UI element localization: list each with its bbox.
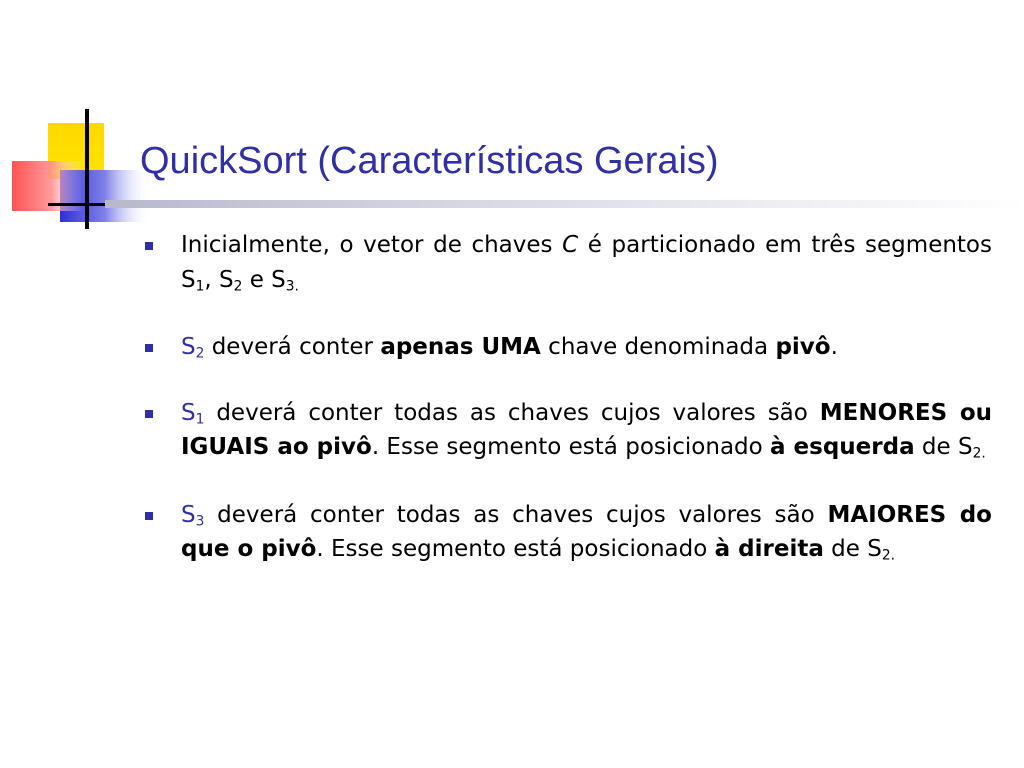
bullet-text-segment: 1 <box>195 410 205 427</box>
bullet-square-icon <box>145 512 153 520</box>
bullet-text-segment: 3. <box>285 277 299 294</box>
bullet-square-icon <box>145 344 153 352</box>
bullet-list <box>140 228 992 567</box>
bullet-text-segment: deverá conter <box>204 334 381 360</box>
title-divider <box>105 200 1024 208</box>
bullet-square-icon <box>145 242 153 250</box>
bullet-text-segment: . Esse segmento está posicionado <box>371 434 771 460</box>
bullet-text-segment: à esquerda <box>770 434 915 460</box>
slide-title: QuickSort (Características Gerais) <box>140 140 719 182</box>
bullet-text-segment: S <box>181 399 196 426</box>
bullet-item <box>140 396 992 465</box>
bullet-text-segment: 2. <box>972 445 986 462</box>
bullet-text-segment: e S <box>242 266 286 293</box>
bullet-text-segment: apenas UMA <box>380 334 541 360</box>
bullet-text-segment: de S <box>823 536 882 562</box>
bullet-text-segment: à direita <box>714 536 824 562</box>
bullet-text-segment: C <box>562 232 579 258</box>
slide-logo-decoration <box>0 105 150 235</box>
bullet-text-segment: deverá conter todas as chaves cujos valores são <box>204 399 820 426</box>
bullet-text-segment: deverá conter todas as chaves cujos valores são <box>204 501 828 528</box>
bullet-text-segment: é particionado em três segmentos S <box>181 232 992 293</box>
bullet-text-segment: . Esse segmento está posicionado <box>316 536 715 562</box>
bullet-text-segment: MENORES ou IGUAIS ao pivô <box>181 399 992 460</box>
bullet-text-segment: de S <box>914 434 973 460</box>
bullet-item <box>140 228 992 297</box>
bullet-text-segment: S <box>181 501 196 528</box>
bullet-text-segment: , S <box>204 266 234 293</box>
bullet-text-segment: S <box>181 334 196 360</box>
bullet-text-segment: Inicialmente, o vetor de chaves <box>181 232 563 258</box>
bullet-text-segment: 1 <box>195 277 205 294</box>
bullet-text-segment: 3 <box>195 512 205 529</box>
bullet-text-segment: pivô <box>775 334 831 360</box>
bullet-item <box>140 330 992 365</box>
bullet-text-segment: 2. <box>881 547 895 564</box>
bullet-square-icon <box>145 410 153 418</box>
bullet-text-segment: MAIORES do que o pivô <box>181 501 992 562</box>
bullet-text-segment: 2 <box>233 277 243 294</box>
bullet-text-segment: chave denominada <box>540 334 776 360</box>
bullet-text-segment: . <box>830 334 838 360</box>
bullet-text-segment: 2 <box>195 345 205 362</box>
bullet-item <box>140 498 992 567</box>
